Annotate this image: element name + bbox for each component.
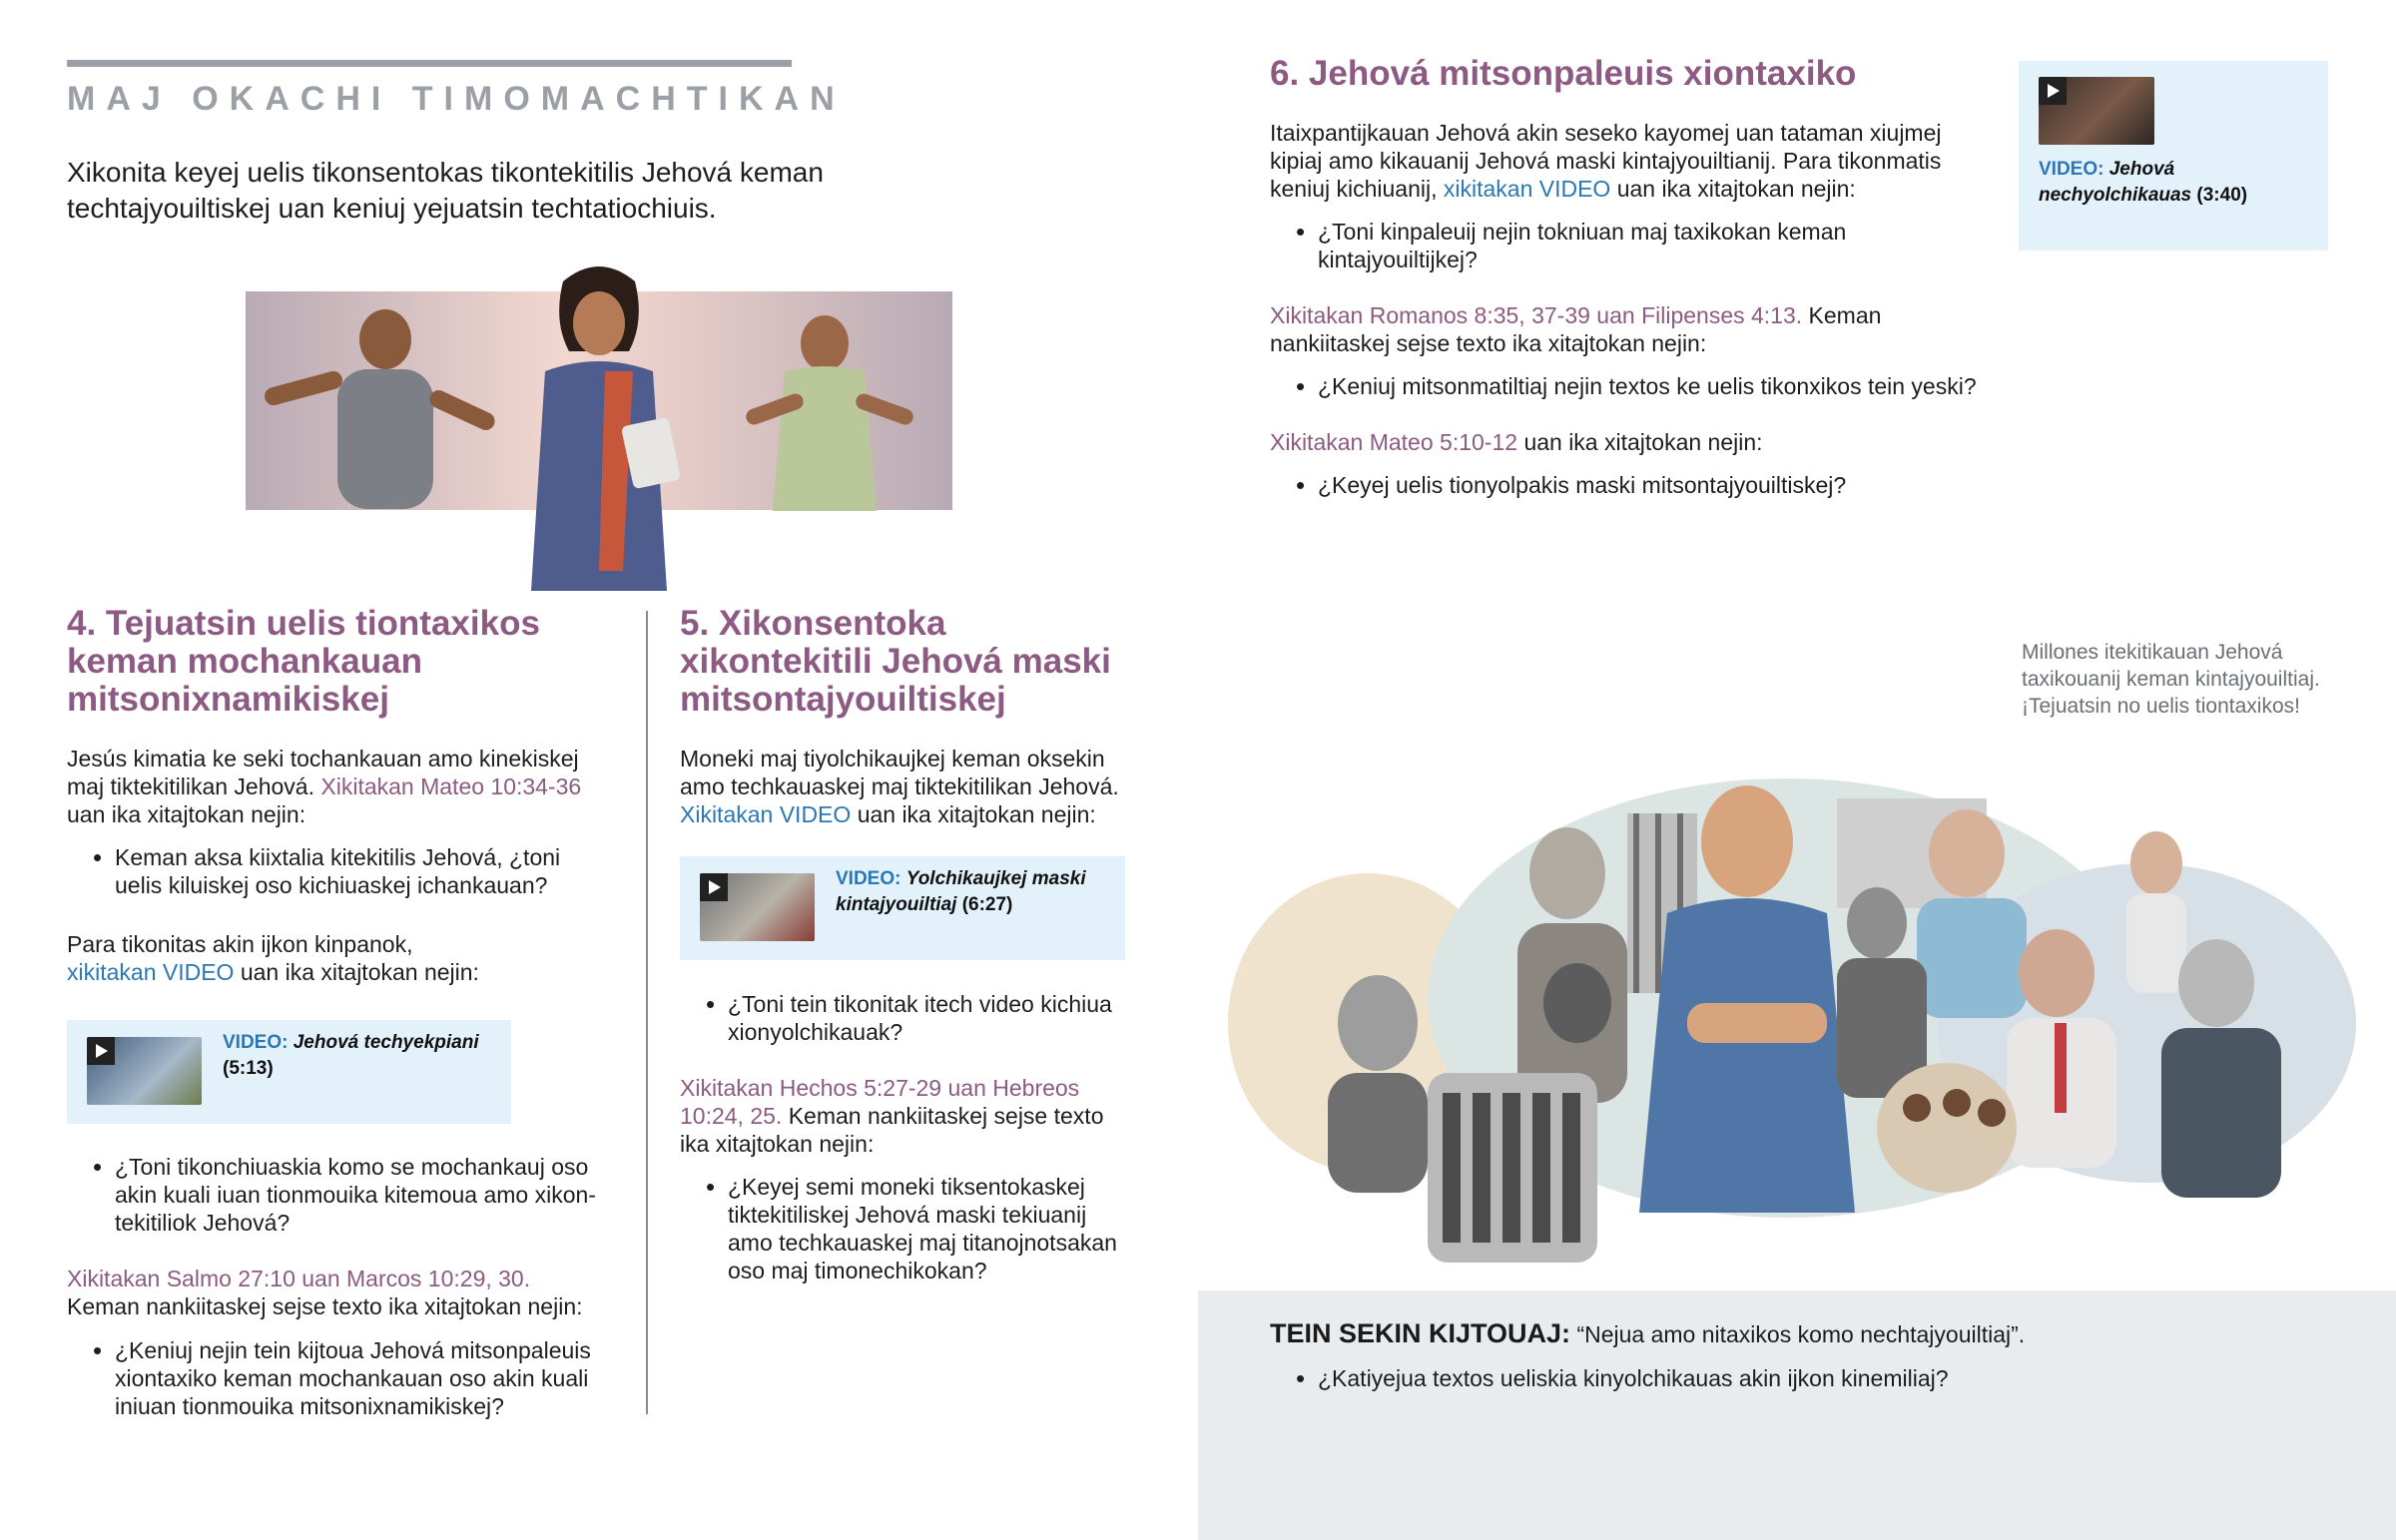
list-item: • ¿Keyej semi moneki tiksentokaskej tiktekitiliskej Jehová maski tekiuanij amo techkauaskej maj titanojnotsakan oso maj timonechikokan? (680, 1173, 1199, 1284)
play-icon (87, 1037, 115, 1065)
video-thumbnail[interactable] (2039, 77, 2154, 145)
video-caption: VIDEO: Jehová nechyolchikauas (3:40) (2039, 159, 2248, 206)
section-6-question-2 (1270, 372, 2009, 400)
family-illustration (246, 291, 952, 510)
section-6-paragraph-3: Xikitakan Mateo 5:10-12 uan ika xitajtokan nejin: (1270, 429, 1763, 455)
video-caption: VIDEO: Jehová techyekpiani (5:13) (223, 1032, 479, 1079)
intro-paragraph: Xikonita keyej uelis tikonsentokas tikontekitilis Jehová keman techtajyouiltiskej uan keniuj yejuatsin techtatiochiuis. (67, 157, 824, 224)
video-link[interactable]: xikitakan VIDEO (1443, 176, 1611, 202)
section-5-question-1 (680, 990, 1199, 1046)
video-thumbnail[interactable] (700, 873, 815, 941)
persecuted-witnesses-collage (1228, 773, 2356, 1273)
section-5-paragraph-1: Moneki maj tiyolchikaujkej keman oksekin amo techkauaskej maj tiktekitilikan Jehová. Xikitakan VIDEO uan ika xitajtokan nejin: (680, 746, 1119, 827)
list-item: • ¿Keniuj nejin tein kijtoua Jehová mitsonpaleuis xiontaxiko keman mochankauan oso akin kuali iniuan tionmouika mitsonixnamikiskej? (67, 1336, 646, 1420)
section-6-paragraph-2: Xikitakan Romanos 8:35, 37-39 uan Filipenses 4:13. Keman nankiitaskej sejse texto ika xitajtokan nejin: (1270, 302, 1882, 356)
play-icon (2039, 77, 2067, 105)
section-kicker: MAJ OKACHI TIMOMACHTIKAN (67, 80, 846, 118)
list-item: • ¿Keyej uelis tionyolpakis maski mitsontajyouiltiskej? (1270, 471, 2009, 499)
section-6-question-3 (1270, 471, 2009, 499)
family-figures (246, 252, 952, 551)
section-4-heading: 4. Tejuatsin uelis tiontaxikos keman mochankauan mitsonixnamikiskej (67, 604, 540, 719)
footer-statement (1270, 1317, 2368, 1350)
section-4-question-1 (67, 843, 636, 899)
video-box-yolchikaujkej[interactable] (680, 856, 1125, 960)
list-item: • ¿Toni kinpaleuij nejin tokniuan maj taxikokan keman kintajyouiltijkej? (1270, 218, 2009, 273)
list-item: • ¿Katiyejua textos ueliskia kinyolchikauas akin ijkon kinemiliaj? (1270, 1364, 2368, 1392)
list-item: • Keman aksa kiixtalia kitekitilis Jehová, ¿toni uelis kiluiskej oso kichiuaskej ichankauan? (67, 843, 636, 899)
video-thumbnail[interactable] (87, 1037, 202, 1105)
column-divider (646, 611, 648, 1414)
footer-label: TEIN SEKIN KIJTOUAJ: (1270, 1318, 1571, 1348)
play-icon (700, 873, 728, 901)
section-4-question-2 (67, 1153, 646, 1237)
scripture-reference[interactable]: Xikitakan Mateo 10:34-36 (320, 773, 582, 799)
scripture-reference[interactable]: Xikitakan Mateo 5:10-12 (1270, 429, 1518, 455)
section-5-question-2 (680, 1173, 1199, 1284)
list-item: • ¿Keniuj mitsonmatiltiaj nejin textos ke uelis tikonxikos tein yeski? (1270, 372, 2009, 400)
section-6-paragraph-1: Itaixpantijkauan Jehová akin seseko kayomej uan tataman xiujmej kipiaj amo kikauanij Jehová maski kintajyouiltianij. Para tikonmatis keniuj kichiuanij, xikitakan VIDEO uan ika xitajtokan nejin: (1270, 120, 1942, 202)
video-caption: VIDEO: Yolchikaujkej maski kintajyouiltiaj (6:27) (836, 868, 1086, 915)
video-link[interactable]: Xikitakan VIDEO (680, 801, 852, 827)
illustration-caption: Millones itekitikauan Jehová taxikouanij keman kintajyouiltiaj. ¡Tejuatsin no uelis tiontaxikos! (2022, 641, 2320, 718)
scripture-reference[interactable]: Xikitakan Hechos 5:27-29 uan Hebreos (680, 1075, 1080, 1101)
section-6-heading: 6. Jehová mitsonpaleuis xiontaxiko (1270, 54, 1857, 93)
video-link[interactable]: xikitakan VIDEO (67, 959, 235, 985)
section-4-paragraph-1: Jesús kimatia ke seki tochankauan amo kinekiskej maj tiktekitilikan Jehová. Xikitakan Mateo 10:34-36 uan ika xitajtokan nejin: (67, 746, 582, 827)
footer-question (1270, 1364, 2368, 1392)
video-box-jehova-techyekpiani[interactable] (67, 1020, 511, 1124)
list-item: • ¿Toni tein tikonitak itech video kichiua xionyolchikauak? (680, 990, 1199, 1046)
scripture-reference[interactable]: Xikitakan Romanos 8:35, 37-39 uan Filipenses 4:13. (1270, 302, 1803, 328)
section-4-question-3 (67, 1336, 646, 1420)
section-4-paragraph-3: Xikitakan Salmo 27:10 uan Marcos 10:29, 30. Keman nankiitaskej sejse texto ika xitajtokan nejin: (67, 1265, 646, 1320)
section-5-paragraph-2: Xikitakan Hechos 5:27-29 uan Hebreos 10:24, 25. Keman nankiitaskej sejse texto ika xitajtokan nejin: (680, 1074, 1199, 1158)
header-rule (67, 60, 792, 67)
collage-art (1228, 773, 2356, 1273)
section-6-question-1 (1270, 218, 2009, 273)
section-4-paragraph-2: Para tikonitas akin ijkon kinpanok, xikitakan VIDEO uan ika xitajtokan nejin: (67, 931, 479, 985)
list-item: • ¿Toni tikonchiuaskia komo se mochankauj oso akin kuali iuan tionmouika kitemoua amo xikon- tekitiliok Jehová? (67, 1153, 646, 1237)
footer-quote: “Nejua amo nitaxikos komo nechtajyouiltiaj”. (1576, 1321, 2026, 1347)
scripture-reference[interactable]: Xikitakan Salmo 27:10 uan Marcos 10:29, 30. (67, 1266, 531, 1291)
section-5-heading: 5. Xikonsentoka xikontekitili Jehová maski mitsontajyouiltiskej (680, 604, 1111, 719)
video-box-jehova-nechyolchikauas[interactable] (2019, 61, 2328, 251)
